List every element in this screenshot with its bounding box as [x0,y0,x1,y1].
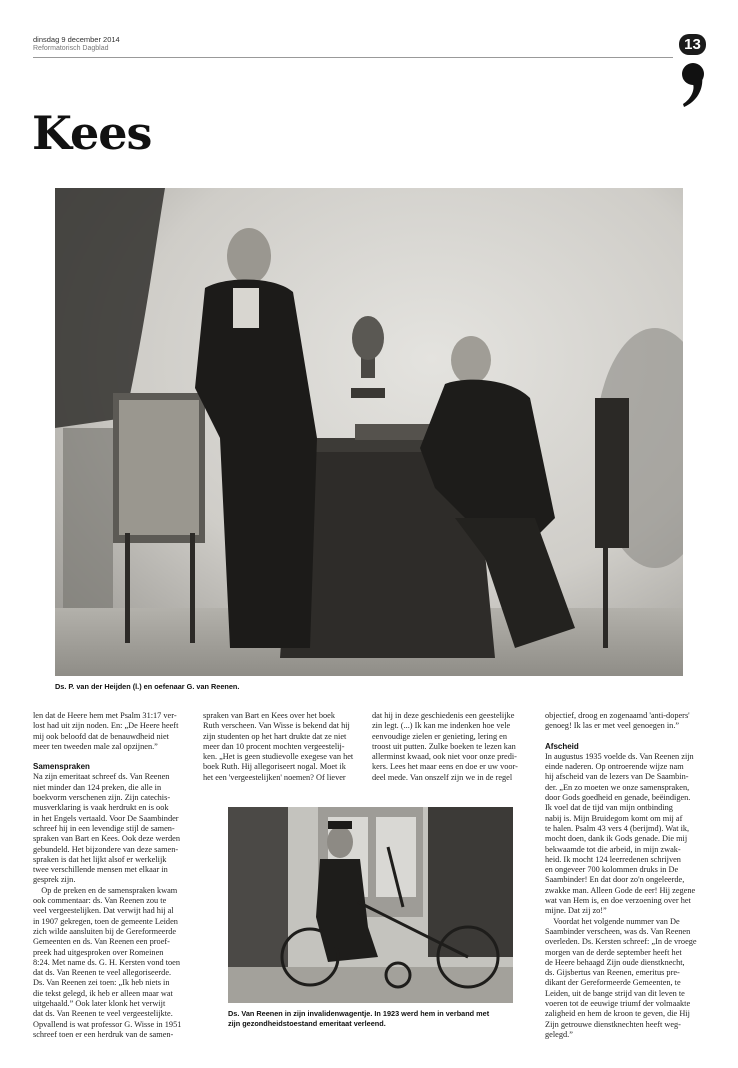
page-number-badge: 13 [679,34,706,55]
caption-line: zijn gezondheidstoestand emeritaat verleend. [228,1019,386,1028]
text-line: die tekst gelegd, ik heb er alleen maar wat [33,988,173,998]
text-line: door Gods goedheid en genade, beëindigen. [545,793,691,803]
text-line: Na zijn emeritaat schreef ds. Van Reenen [33,772,170,782]
text-line: voeren tot de eeuwige triumf der volmaakte [545,999,691,1009]
newspaper-name: Reformatorisch Dagblad [33,45,109,52]
text-line: nabij is. Mijn Bruidegom komt om mij af [545,813,683,823]
text-line: wat van Hem is, en doe verzoening over het [545,896,691,906]
wheelchair-photo-caption [228,1009,528,1029]
invalid-carriage-illustration [228,807,513,1003]
text-line: en ongeveer 700 kolommen druks in De [545,865,679,875]
text-line: allerminst kwaad, ook niet voor onze predi- [372,752,517,762]
text-line: hij afscheid van de lezers van De Saambin- [545,772,689,782]
text-line: gelegd.” [545,1029,573,1039]
text-line: musverklaring is vaak herdrukt en is ook [33,803,169,813]
text-line: boekvorm verschenen zijn. Zijn catechis- [33,793,171,803]
text-line: in het Engels vertaald. Voor De Saambinder [33,813,179,823]
text-line: ds. Gijsbertus van Reenen, emeritus pre- [545,968,680,978]
text-line: spraken van Bart en Kees over het boek [203,711,336,720]
text-line: zin legt. (...) Ik kan me indenken hoe vele [372,721,511,731]
main-photo-caption: Ds. P. van der Heijden (l.) en oefenaar G. van Reenen. [55,682,240,691]
header-rule [33,57,673,58]
text-line: morgen van de derde september heeft het [545,947,682,957]
text-line: gesprek zijn. [33,875,76,885]
text-line: Ik voel dat de tijd van mijn ontbinding [545,803,673,813]
text-line: der. „En zo moeten we onze samenspraken, [545,782,690,792]
text-line: preek had uitgesproken over Romeinen [33,947,164,957]
article-column-4 [545,711,705,1040]
text-line: schreef toen er een herdruk van de samen- [33,1029,174,1039]
text-line: Saambinder verscheen, was ds. Van Reenen [545,926,691,936]
subheading-afscheid: Afscheid [545,741,579,751]
text-line: gebundeld. Het bijzondere van deze samen- [33,844,179,854]
historic-portrait-illustration [55,188,683,676]
text-line: schreef hij in een levendige stijl de samen- [33,823,175,833]
text-line: In augustus 1935 voelde ds. Van Reenen zijn [545,751,694,761]
text-line: meer dan 10 procent mochten vergeestelij- [203,741,345,751]
text-line: genoeg! Ik las er met veel genoegen in.” [545,721,680,731]
text-line: veel vergeestelijken. Dat verwijt had hij al [33,906,174,916]
article-title: Kees [32,106,152,160]
text-line: len dat de Heere hem met Psalm 31:17 ver- [33,711,177,720]
text-line: het een 'vergeestelijken' noemen? Of liever [203,772,346,782]
text-line: in 1907 gekregen, toen de gemeente Leiden [33,916,178,926]
text-line: zich wilde aansluiten bij de Gereformeerde [33,926,177,936]
text-line: boek Ruth. Hij allegoriseert nogal. Moet ik [203,762,346,772]
text-line: objectief, droog en zogenaamd 'anti-dopers' [545,711,690,720]
text-line: dikant der Gereformeerde Gemeenten, te [545,978,681,988]
article-column-1 [33,711,193,1040]
column-body [545,752,705,1040]
text-line: uitgehaald.” Ook later klonk het verwijt [33,999,166,1009]
text-line: mijne. Dat zij zo!” [545,906,607,916]
text-line: einde naderen. Op ontroerende wijze nam [545,762,684,772]
text-line: zaligheid en hem de kroon te geven, die Hij [545,1009,690,1019]
text-line: deel mede. Van onszelf zijn we in de regel [372,772,513,782]
text-line: eenvoudige zielen er genieting, lering en [372,731,507,741]
column-body [372,711,532,783]
caption-line: Ds. Van Reenen in zijn invalidenwagentje. In 1923 werd hem in verband met [228,1009,490,1018]
text-line: dat ds. Van Reenen te veel vergeestelijkte. [33,1009,173,1019]
text-line: mij ook beloofd dat de benauwdheid niet [33,731,169,741]
article-column-2 [203,711,363,783]
text-line: Ruth verscheen. Van Wisse is bekend dat hij [203,721,350,731]
text-line: lost had uit zijn noden. En: „De Heere heeft [33,721,179,731]
text-line: spraken van Bart en Kees. Ook deze werden [33,834,180,844]
text-line: twee verschillende mensen met elkaar in [33,865,168,875]
text-line: zwakke man. Alleen Gode de eer! Hij zegene [545,885,696,895]
column-intro [33,711,193,752]
text-line: Opvallend is wat professor G. Wisse in 1951 [33,1019,182,1029]
text-line: Voordat het volgende nummer van De [545,916,680,926]
text-line: Zijn getrouwe dienstknechten heeft weg- [545,1019,681,1029]
text-line: Gemeenten en ds. Van Reenen een proef- [33,937,170,947]
comma-logo-icon [678,62,708,108]
main-photo [55,188,683,676]
wheelchair-photo [228,807,513,1003]
column-body [203,711,363,783]
column-intro [545,711,705,732]
text-line: te halen. Psalm 43 vers 4 (berijmd). Wat ik, [545,823,690,833]
text-line: mocht doen, dank ik Gods genade. Die mij [545,834,688,844]
subheading-samenspraken: Samenspraken [33,762,90,772]
text-line: Leiden, uit de bange strijd van dit leven te [545,988,685,998]
text-line: ken. „Het is geen studievolle exegese van het [203,752,354,762]
text-line: overleden. Ds. Kersten schreef: „In de vroege [545,937,697,947]
text-line: dat ds. Van Reenen te veel allegoriseerde. [33,968,172,978]
text-line: kers. Lees het maar eens en doe er uw voor- [372,762,518,772]
text-line: Saambinder! En dat door zo'n ongeleerde, [545,875,685,885]
text-line: Op de preken en de samenspraken kwam [33,885,178,895]
text-line: niet minder dan 124 preken, die alle in [33,782,162,792]
text-line: 8:24. Met name ds. G. H. Kersten vond toen [33,957,181,967]
text-line: bekwaamde tot die arbeid, in mijn zwak- [545,844,681,854]
text-line: spraken is dat het lijkt alsof er werkelijk [33,854,167,864]
column-body [33,772,193,1040]
text-line: dat hij in deze geschiedenis een geestelijke [372,711,515,720]
text-line: de Heere behaagd Zijn oude dienstknecht, [545,957,685,967]
article-column-3 [372,711,532,783]
text-line: meer ten tweeden male zal opzijnen.” [33,741,158,751]
text-line: Ds. Van Reenen zei toen: „Ik heb niets in [33,978,170,988]
text-line: troost uit putten. Zulke boeken te lezen kan [372,741,516,751]
text-line: ook commentaar: ds. Van Reenen zou te [33,896,167,906]
text-line: zijn studenten op het hart drukte dat ze niet [203,731,347,741]
edition-date: dinsdag 9 december 2014 [33,35,120,44]
text-line: heid. Ik mocht 124 leerredenen schrijven [545,854,681,864]
